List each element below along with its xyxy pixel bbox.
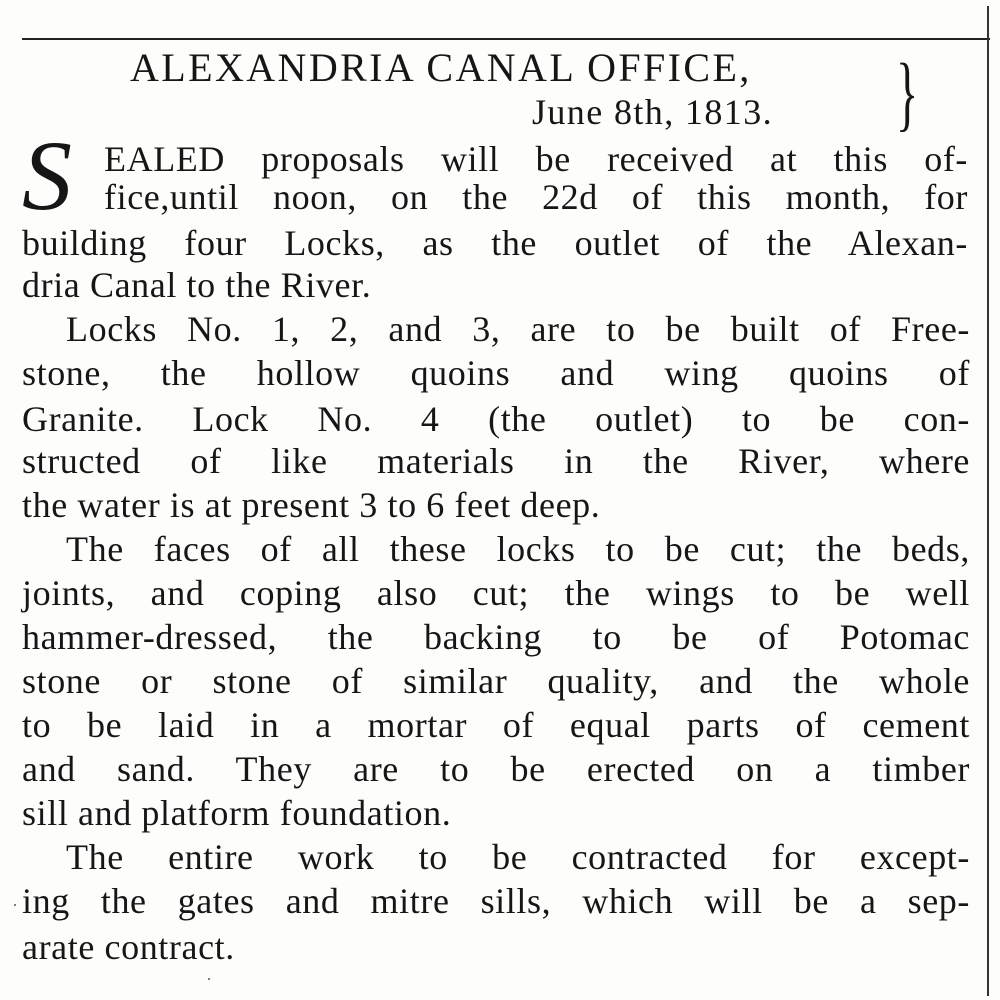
notice-line: arate contract. <box>22 927 235 967</box>
notice-line: structed of like materials in the River, where <box>22 441 970 481</box>
notice-line: The faces of all these locks to be cut; the beds, <box>66 529 970 569</box>
notice-line: Granite. Lock No. 4 (the outlet) to be con- <box>22 399 970 439</box>
dateline: June 8th, 1813. <box>532 92 773 132</box>
print-speck <box>14 904 16 906</box>
notice-line: hammer-dressed, the backing to be of Potomac <box>22 617 970 657</box>
notice-line: dria Canal to the River. <box>22 265 372 305</box>
notice-line: The entire work to be contracted for except- <box>66 837 970 877</box>
notice-line: stone or stone of similar quality, and the whole <box>22 661 970 701</box>
notice-line: fice,until noon, on the 22d of this month, for <box>104 177 968 217</box>
notice-line: to be laid in a mortar of equal parts of cement <box>22 705 970 745</box>
notice-line: Locks No. 1, 2, and 3, are to be built of Free- <box>66 309 970 349</box>
notice-line: building four Locks, as the outlet of the Alexan- <box>22 223 968 263</box>
heading-brace: } <box>896 47 919 140</box>
notice-line: ing the gates and mitre sills, which will be a sep- <box>22 881 970 921</box>
notice-line: stone, the hollow quoins and wing quoins of <box>22 353 970 393</box>
column-rule <box>987 6 989 996</box>
notice-line: and sand. They are to be erected on a timber <box>22 749 970 789</box>
notice-line: sill and platform foundation. <box>22 793 452 833</box>
notice-line: EALED proposals will be received at this of- <box>104 139 968 179</box>
office-heading: ALEXANDRIA CANAL OFFICE, <box>130 45 752 90</box>
print-speck <box>208 978 210 980</box>
notice-line: the water is at present 3 to 6 feet deep. <box>22 485 601 525</box>
top-rule <box>22 38 990 40</box>
drop-cap: S <box>22 120 72 231</box>
notice-line: joints, and coping also cut; the wings to be well <box>22 573 970 613</box>
